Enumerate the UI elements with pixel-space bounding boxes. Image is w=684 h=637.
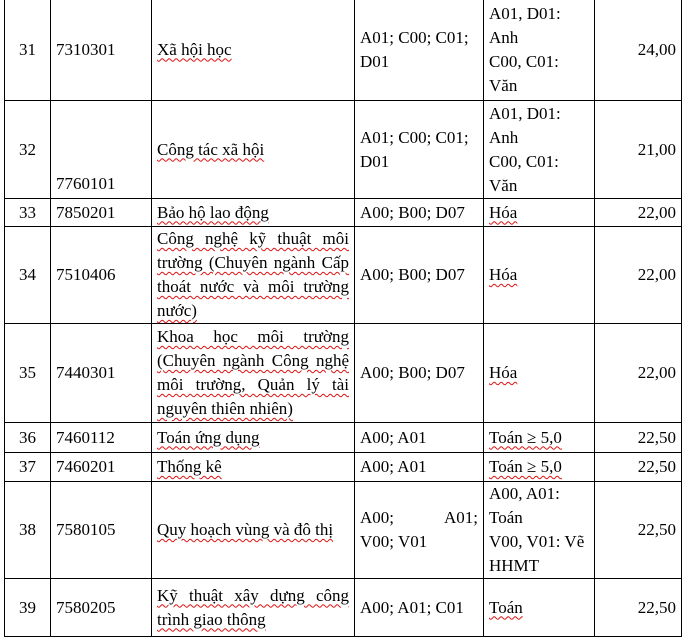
admission-score: 22,50 xyxy=(595,579,682,637)
admission-score: 22,00 xyxy=(595,199,682,227)
row-number: 39 xyxy=(5,579,51,637)
subject-combinations: A01; C00; C01; D01 xyxy=(355,0,484,101)
table-row xyxy=(5,579,682,637)
major-name: Công nghệ kỹ thuật môi trường (Chuyên ngành Cấp thoát nước và môi trường nước) xyxy=(152,227,355,324)
subject-combinations: A00; B00; D07 xyxy=(355,324,484,423)
row-number: 35 xyxy=(5,324,51,423)
table-row xyxy=(5,423,682,453)
table-row xyxy=(5,324,682,423)
row-number: 36 xyxy=(5,423,51,453)
admission-score: 22,50 xyxy=(595,482,682,579)
major-code: 7460112 xyxy=(51,423,152,453)
table-row xyxy=(5,453,682,482)
subject-combinations: A00; B00; D07 xyxy=(355,227,484,324)
admission-score: 21,00 xyxy=(595,101,682,199)
row-number: 33 xyxy=(5,199,51,227)
row-number: 37 xyxy=(5,453,51,482)
admission-score: 22,50 xyxy=(595,423,682,453)
major-name: Công tác xã hội xyxy=(152,101,355,199)
major-name: Thống kê xyxy=(152,453,355,482)
main-subject: Hóa xyxy=(484,227,595,324)
subject-combinations: A00; A01 xyxy=(355,423,484,453)
major-code: 7580105 xyxy=(51,482,152,579)
subject-combinations: A00; A01 xyxy=(355,453,484,482)
subject-combinations: A00; A01; C01 xyxy=(355,579,484,637)
table-row xyxy=(5,227,682,324)
row-number: 38 xyxy=(5,482,51,579)
row-number: 31 xyxy=(5,0,51,101)
major-name: Bảo hộ lao động xyxy=(152,199,355,227)
subject-combinations: A00; B00; D07 xyxy=(355,199,484,227)
major-code: 7580205 xyxy=(51,579,152,637)
major-code: 7310301 xyxy=(51,0,152,101)
admission-score: 22,50 xyxy=(595,453,682,482)
major-name: Xã hội học xyxy=(152,0,355,101)
main-subject: Toán ≥ 5,0 xyxy=(484,423,595,453)
major-code: 7510406 xyxy=(51,227,152,324)
table-row xyxy=(5,199,682,227)
row-number: 34 xyxy=(5,227,51,324)
main-subject: A00, A01: Toán V00, V01: Vẽ HHMT xyxy=(484,482,595,579)
main-subject: A01, D01: Anh C00, C01: Văn xyxy=(484,101,595,199)
row-number: 32 xyxy=(5,101,51,199)
admission-score: 24,00 xyxy=(595,0,682,101)
major-code: 7440301 xyxy=(51,324,152,423)
subject-combinations: A01; C00; C01; D01 xyxy=(355,101,484,199)
major-code: 7460201 xyxy=(51,453,152,482)
major-name: Khoa học môi trường (Chuyên ngành Công nghệ môi trường, Quản lý tài nguyên thiên nhiên) xyxy=(152,324,355,423)
major-name: Kỹ thuật xây dựng công trình giao thông xyxy=(152,579,355,637)
main-subject: Toán xyxy=(484,579,595,637)
table-row xyxy=(5,482,682,579)
admission-score: 22,00 xyxy=(595,227,682,324)
main-subject: Toán ≥ 5,0 xyxy=(484,453,595,482)
major-code: 7760101 xyxy=(51,101,152,199)
subject-combinations: A00; A01; V00; V01 xyxy=(355,482,484,579)
admissions-table xyxy=(4,0,682,637)
main-subject: A01, D01: Anh C00, C01: Văn xyxy=(484,0,595,101)
table-row xyxy=(5,101,682,199)
major-name: Toán ứng dụng xyxy=(152,423,355,453)
major-name: Quy hoạch vùng và đô thị xyxy=(152,482,355,579)
table-row xyxy=(5,0,682,101)
admission-score: 22,00 xyxy=(595,324,682,423)
main-subject: Hóa xyxy=(484,324,595,423)
main-subject: Hóa xyxy=(484,199,595,227)
major-code: 7850201 xyxy=(51,199,152,227)
